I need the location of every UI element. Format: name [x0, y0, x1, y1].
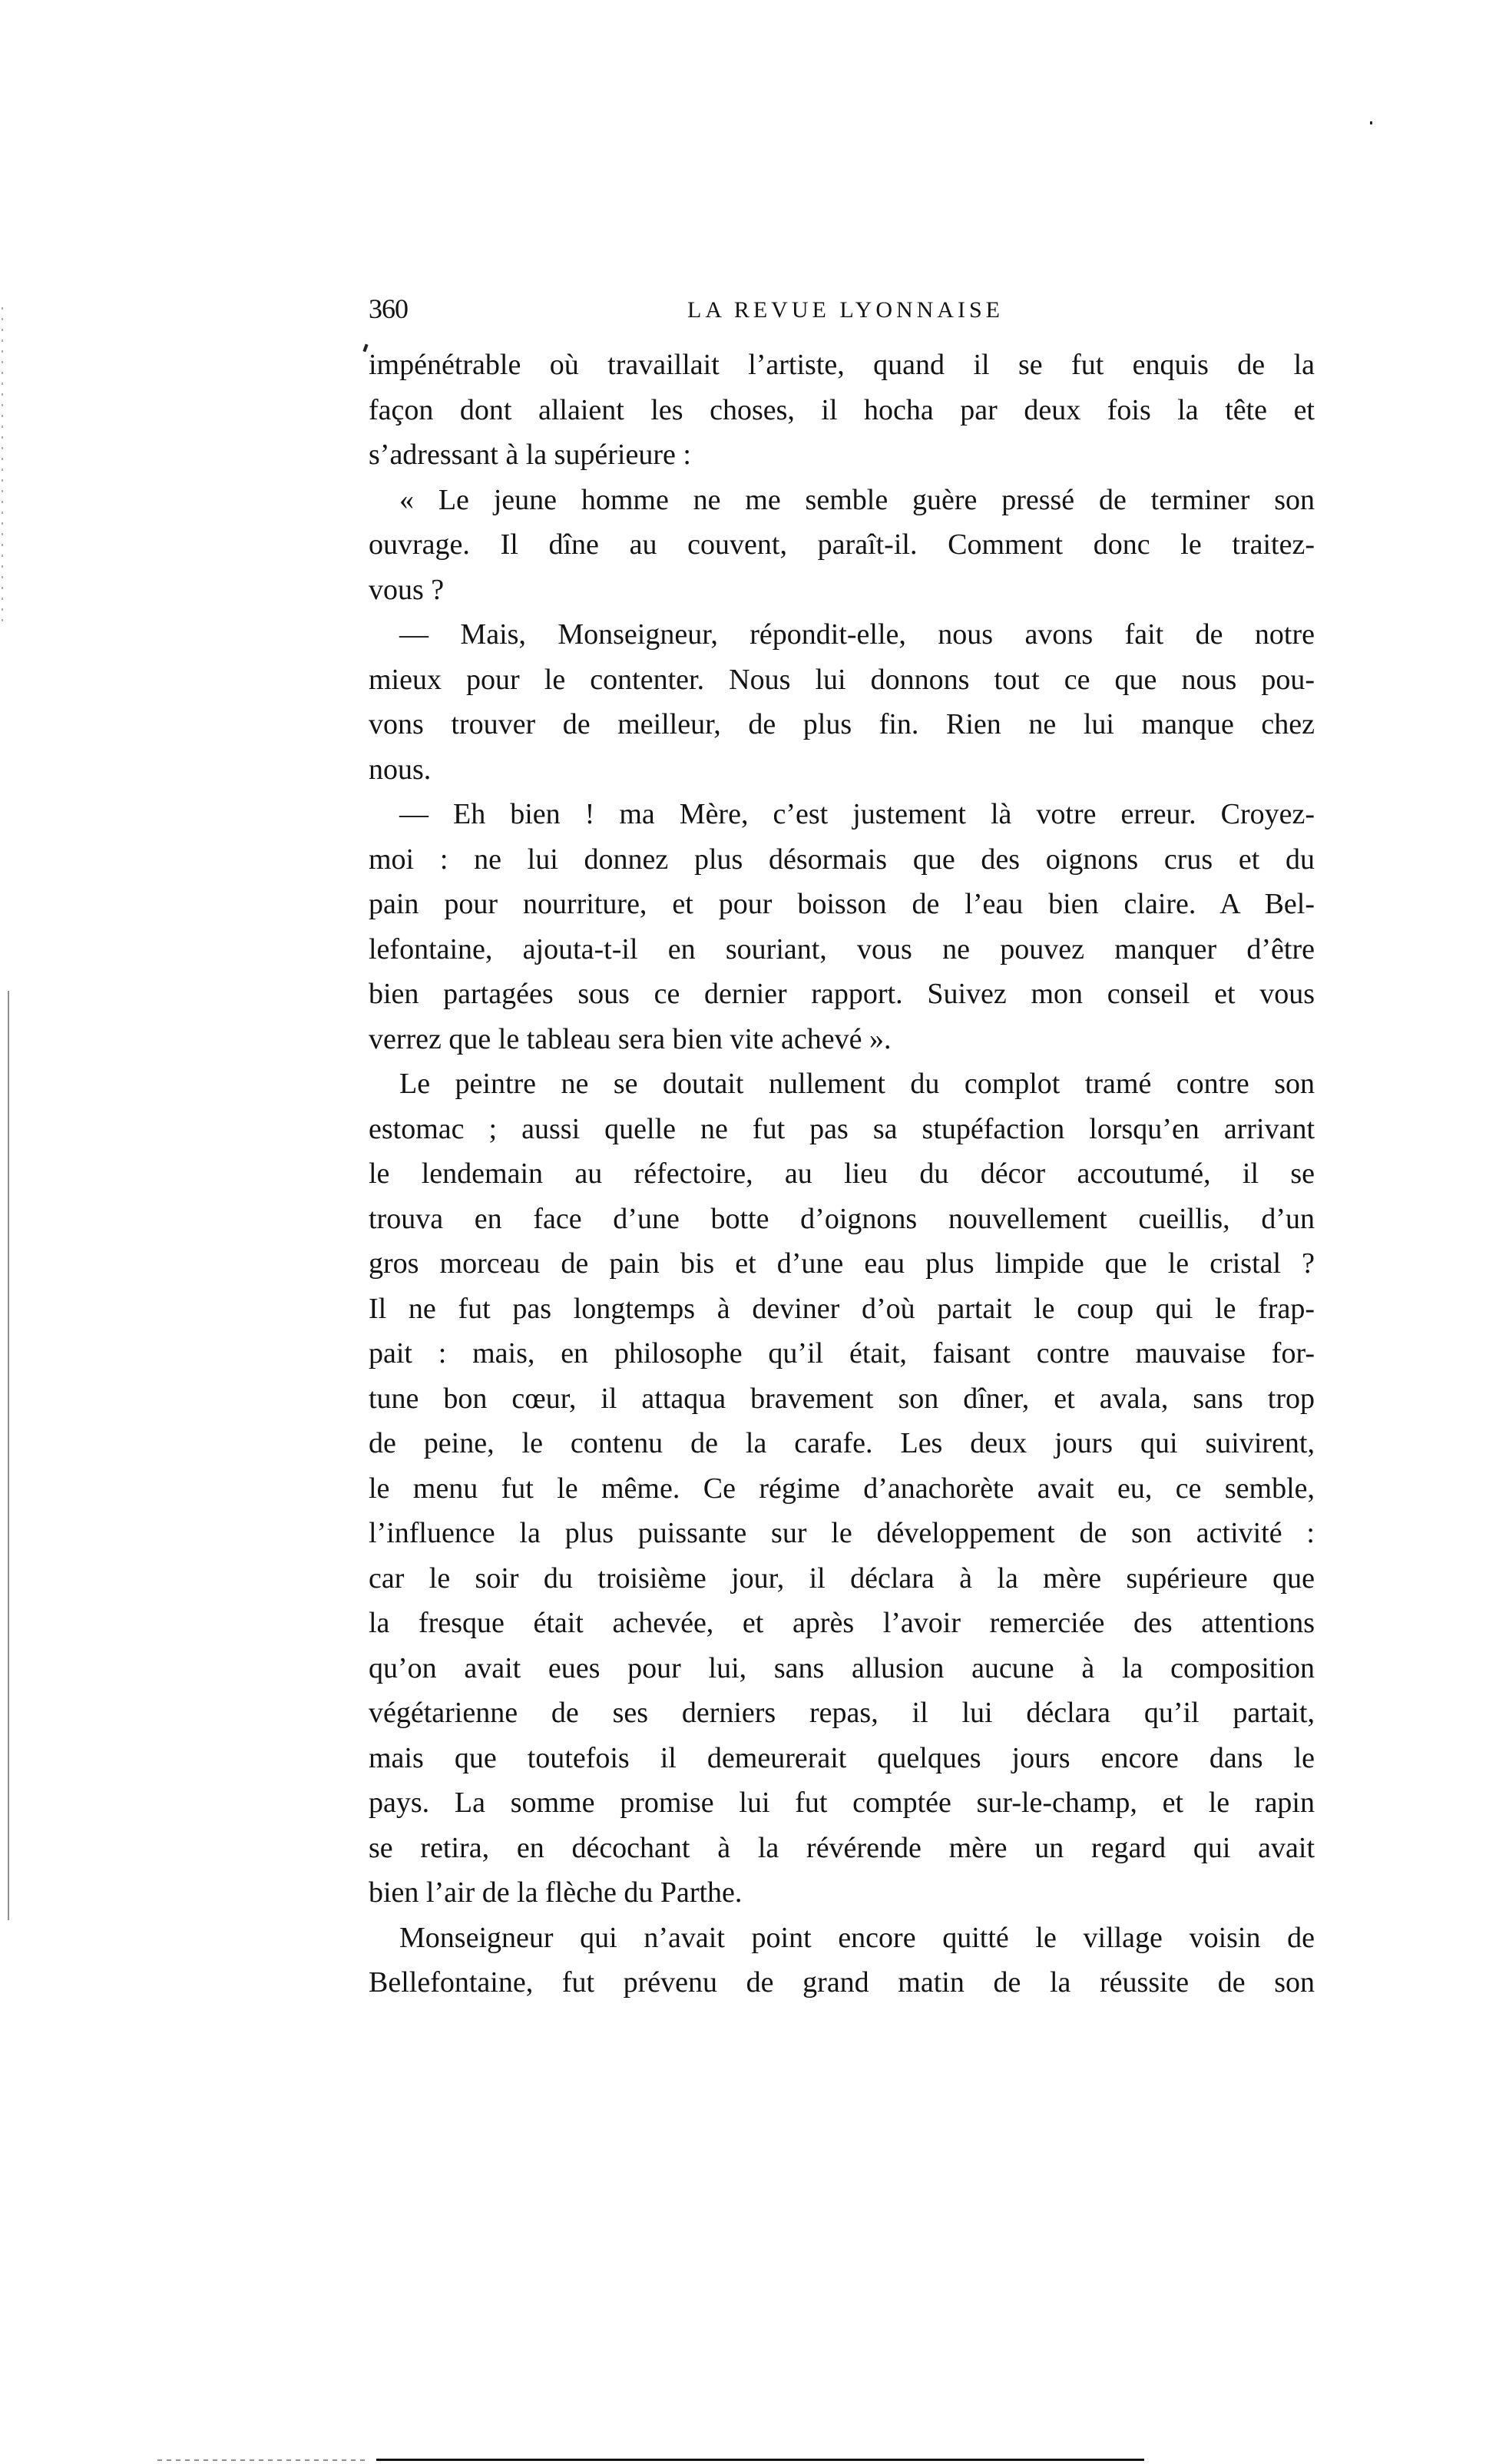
text-line: vous ? [369, 573, 445, 606]
text-line: car le soir du troisième jour, il déclara à la mère supérieure que [369, 1562, 1315, 1595]
text-line: le menu fut le même. Ce régime d’anachorète avait eu, ce semble, [369, 1472, 1315, 1505]
text-line: vons trouver de meilleur, de plus fin. Rien ne lui manque chez [369, 708, 1315, 740]
text-line: — Mais, Monseigneur, répondit-elle, nous avons fait de notre [399, 618, 1315, 651]
text-line: « Le jeune homme ne me semble guère pressé de terminer son [399, 483, 1315, 516]
bottom-edge-artifact [157, 2459, 365, 2461]
text-line: façon dont allaient les choses, il hocha par deux fois la tête et [369, 393, 1315, 426]
ink-speck [362, 344, 368, 353]
text-line: moi : ne lui donnez plus désormais que des oignons crus et du [369, 843, 1315, 876]
text-line: lefontaine, ajouta-t-il en souriant, vous ne pouvez manquer d’être [369, 932, 1315, 965]
text-line: l’influence la plus puissante sur le développement de son activité : [369, 1517, 1315, 1549]
ink-speck [1370, 121, 1372, 124]
text-line: impénétrable où travaillait l’artiste, quand il se fut enquis de la [369, 349, 1315, 381]
journal-title: LA REVUE LYONNAISE [687, 297, 1004, 323]
text-line: ouvrage. Il dîne au couvent, paraît-il. Comment donc le traitez- [369, 528, 1315, 561]
page-number: 360 [369, 293, 408, 324]
text-line: pait : mais, en philosophe qu’il était, faisant contre mauvaise for- [369, 1337, 1315, 1369]
text-line: le lendemain au réfectoire, au lieu du décor accoutumé, il se [369, 1157, 1315, 1190]
text-line: gros morceau de pain bis et d’une eau plus limpide que le cristal ? [369, 1247, 1315, 1280]
scan-edge-artifact-top [2, 307, 3, 630]
text-line: la fresque était achevée, et après l’avoir remerciée des attentions [369, 1607, 1315, 1639]
text-line: estomac ; aussi quelle ne fut pas sa stupéfaction lorsqu’en arrivant [369, 1112, 1315, 1145]
text-line: nous. [369, 753, 432, 786]
text-line: trouva en face d’une botte d’oignons nouvellement cueillis, d’un [369, 1202, 1315, 1235]
text-line: Monseigneur qui n’avait point encore quitté le village voisin de [399, 1921, 1315, 1954]
bottom-rule [376, 2459, 1144, 2461]
text-line: pays. La somme promise lui fut comptée sur-le-champ, et le rapin [369, 1787, 1315, 1819]
text-line: bien partagées sous ce dernier rapport. Suivez mon conseil et vous [369, 978, 1315, 1010]
body-text [369, 343, 1315, 2005]
text-line: s’adressant à la supérieure : [369, 439, 691, 471]
text-line: mais que toutefois il demeurerait quelques jours encore dans le [369, 1741, 1315, 1774]
text-line: végétarienne de ses derniers repas, il lui déclara qu’il partait, [369, 1697, 1315, 1729]
text-line: de peine, le contenu de la carafe. Les deux jours qui suivirent, [369, 1427, 1315, 1459]
scan-edge-line [8, 991, 9, 1920]
text-line: pain pour nourriture, et pour boisson de l’eau bien claire. A Bel- [369, 888, 1315, 920]
text-line: Bellefontaine, fut prévenu de grand matin de la réussite de son [369, 1966, 1315, 1999]
text-line: qu’on avait eues pour lui, sans allusion aucune à la composition [369, 1651, 1315, 1684]
text-line: Le peintre ne se doutait nullement du complot tramé contre son [399, 1068, 1315, 1100]
text-line: tune bon cœur, il attaqua bravement son dîner, et avala, sans trop [369, 1382, 1315, 1415]
text-line: Il ne fut pas longtemps à deviner d’où partait le coup qui le frap- [369, 1292, 1315, 1325]
text-line: bien l’air de la flèche du Parthe. [369, 1876, 743, 1909]
text-line: se retira, en décochant à la révérende mère un regard qui avait [369, 1831, 1315, 1864]
text-line: — Eh bien ! ma Mère, c’est justement là votre erreur. Croyez- [399, 798, 1315, 830]
text-line: verrez que le tableau sera bien vite achevé ». [369, 1022, 892, 1055]
text-line: mieux pour le contenter. Nous lui donnons tout ce que nous pou- [369, 663, 1315, 696]
running-head [369, 293, 1315, 324]
